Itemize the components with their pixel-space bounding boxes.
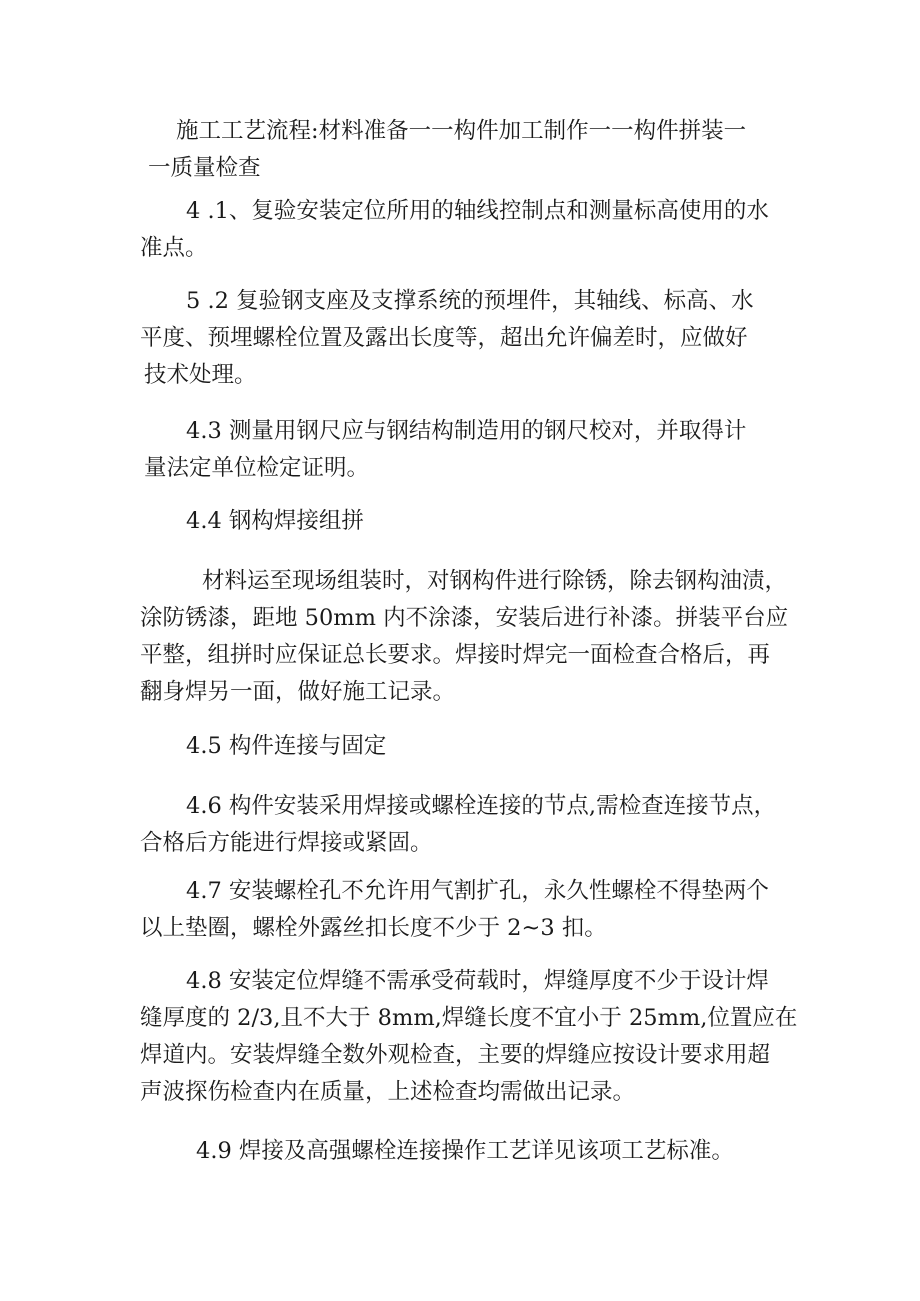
text-line: 4 .1、复验安装定位所用的轴线控制点和测量标高使用的水 [186,198,769,224]
paragraph-4-9 [140,1133,800,1170]
text-line: 量法定单位检定证明。 [144,455,370,481]
text-line: 4.5 构件连接与固定 [186,733,387,759]
text-line: 翻身焊另一面，做好施工记录。 [140,679,456,705]
text-line: 4.4 钢构焊接组拼 [186,508,364,534]
paragraph-process-flow [140,113,800,187]
text-line: 4.6 构件安装采用焊接或螺栓连接的节点,需检查连接节点， [186,793,777,819]
text-line: 平整，组拼时应保证总长要求。焊接时焊完一面检查合格后，再 [140,642,771,668]
paragraph-4-7 [140,873,800,947]
paragraph-materials [140,563,800,711]
text-line: 合格后方能进行焊接或紧固。 [140,830,433,856]
paragraph-4-6 [140,788,800,862]
text-line: 4.7 安装螺栓孔不允许用气割扩孔，永久性螺栓不得垫两个 [186,878,769,904]
text-line: 技术处理。 [144,362,257,388]
text-line: 平度、预埋螺栓位置及露出长度等，超出允许偏差时，应做好 [140,325,748,351]
paragraph-4-8 [140,963,800,1111]
text-line: 准点。 [140,235,208,261]
text-line: 施工工艺流程:材料准备一一构件加工制作一一构件拼装一 [176,118,747,144]
text-line: 涂防锈漆，距地 50mm 内不涂漆，安装后进行补漆。拼装平台应 [140,605,789,631]
text-line: 材料运至现场组装时，对钢构件进行除锈，除去钢构油渍， [202,568,788,594]
text-line: 4.8 安装定位焊缝不需承受荷载时，焊缝厚度不少于设计焊 [186,968,769,994]
paragraph-4-5 [140,728,800,765]
text-line: 缝厚度的 2/3,且不大于 8mm,焊缝长度不宜小于 25mm,位置应在 [140,1005,798,1031]
paragraph-4-2 [140,283,800,394]
text-line: 4.3 测量用钢尺应与钢结构制造用的钢尺校对，并取得计 [186,418,747,444]
text-line: 声波探伤检查内在质量，上述检查均需做出记录。 [140,1079,636,1105]
paragraph-4-3 [140,413,800,487]
text-line: 5 .2 复验钢支座及支撑系统的预埋件，其轴线、标高、水 [186,288,754,314]
paragraph-4-4 [140,503,800,540]
text-line: 一质量检查 [148,155,261,181]
text-line: 以上垫圈，螺栓外露丝扣长度不少于 2~3 扣。 [140,915,607,941]
text-line: 4.9 焊接及高强螺栓连接操作工艺详见该项工艺标准。 [196,1138,734,1164]
paragraph-4-1 [140,193,800,267]
text-line: 焊道内。安装焊缝全数外观检查，主要的焊缝应按设计要求用超 [140,1042,771,1068]
